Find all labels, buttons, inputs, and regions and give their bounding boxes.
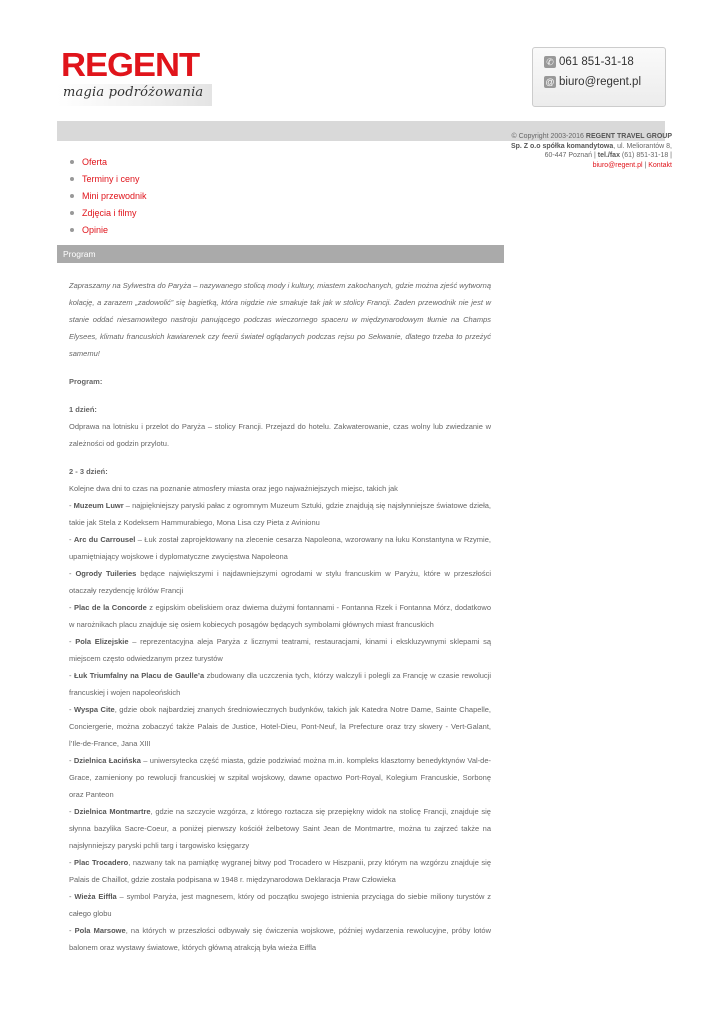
program-label: Program: [69,377,103,386]
contact-phone [544,56,634,68]
bullet-icon [70,160,74,164]
menu-item-label[interactable]: Zdjęcia i filmy [82,207,137,218]
menu-item-label[interactable]: Opinie [82,224,109,235]
footer-contact-link[interactable]: Kontakt [648,161,672,169]
company-name: REGENT TRAVEL GROUP [585,133,672,140]
attraction-name: Plac Trocadero [74,858,129,867]
attraction-description: – symbol Paryża, jest magnesem, który od początku swojego istnienia przyciąga do siebie miliony turystów z całego globu [69,892,492,918]
attraction-item: - Pola Marsowe, na których w przeszłości odbywały się ćwiczenia wojskowe, później wydarzenia rewolucyjne, próby lotów balonem oraz wystawy światowe, których główną atrakcją była wieża Eiffla [69,926,491,952]
attraction-item: - Wieża Eiffla – symbol Paryża, jest magnesem, który od początku swojego istnienia przyciąga do siebie miliony turystów z całego globu [69,892,492,918]
attraction-name: Łuk Triumfalny na Placu de Gaulle’a [73,671,205,680]
attraction-name: Ogrody Tuileries [75,569,137,578]
program-content [69,277,491,956]
attraction-name: Dzielnica Montmartre [74,807,151,816]
telfax-number: (61) 851-31-18 | [619,152,672,159]
menu-item-przewodnik[interactable] [70,187,147,204]
contact-email[interactable] [544,76,641,88]
company-city: 60-447 Poznań | [544,152,598,159]
day23-title: 2 - 3 dzień: [69,467,108,476]
side-menu [70,153,147,238]
day1-text: Odprawa na lotnisku i przelot do Paryża – stolicy Francji. Przejazd do hotelu. Zakwaterowanie, czas wolny lub zwiedzanie w zależności od godzin przylotu. [69,422,491,448]
menu-item-opinie[interactable] [70,221,147,238]
menu-item-terminy[interactable] [70,170,147,187]
attraction-item: - Arc du Carrousel – Łuk został zaprojektowany na zlecenie cesarza Napoleona, wzorowany na łuku Konstantyna w Rzymie, upamiętniający wojskowe i dyplomatyczne zwycięstwa Napoleona [69,535,491,561]
attraction-item: - Dzielnica Montmartre, gdzie na szczycie wzgórza, z którego roztacza się przepiękny widok na stolicę Francji, znajduje się słynna bazylika Sacre-Coeur, a poniżej pierwszy kościół żelbetowy Saint Jean de Montmartre, można tu zajrzeć także na najsłynniejszy paryski pchli targ i targowisko księgarzy [69,807,491,850]
attraction-item: - Wyspa Cite, gdzie obok najbardziej znanych średniowiecznych budynków, takich jak Katedra Notre Dame, Sainte Chapelle, Conciergerie, można zobaczyć także Palais de Justice, Hotel-Dieu, Pont-Neuf, la Prefecture oraz trzy skwery - Vert-Galant, l’Ile-de-France, Jana XIII [69,705,491,748]
attraction-item: - Łuk Triumfalny na Placu de Gaulle’a zbudowany dla uczczenia tych, którzy walczyli i polegli za Francję w czasie rewolucji francuskiej i wojen napoleońskich [69,671,491,697]
attraction-name: Wyspa Cite [74,705,115,714]
attraction-description: – reprezentacyjna aleja Paryża z licznymi teatrami, restauracjami, kinami i ekskluzywnymi sklepami są miejscem często odwiedzanym przez turystów [69,637,491,663]
attraction-description: , na których w przeszłości odbywały się ćwiczenia wojskowe, później wydarzenia rewolucyjne, próby lotów balonem oraz wystawy światowe, których główną atrakcją była wieża Eiffla [69,926,491,952]
attraction-description: – uniwersytecka część miasta, gdzie podziwiać można m.in. kompleks klasztorny benedyktynów Val-de-Grace, zamieniony po rewolucji francuskiej w szpital wojskowy, dawne opactwo Port-Royal, Kolegium Francuskie, Sorbonę oraz Panteon [69,756,491,799]
contact-email-text[interactable]: biuro@regent.pl [559,76,641,88]
attraction-name: Wieża Eiffla [74,892,117,901]
bullet-icon [70,177,74,181]
contact-box [532,47,666,107]
spacer [69,390,491,401]
phone-icon: ✆ [544,56,556,68]
attraction-item: - Ogrody Tuileries będące największymi i najdawniejszymi ogrodami w stylu francuskim w Paryżu, które w przeszłości otaczały rezydencję królów Francji [69,569,491,595]
day1-title: 1 dzień: [69,405,97,414]
telfax-label: tel./fax [597,152,620,159]
attraction-name: Arc du Carrousel [73,535,136,544]
logo-tagline: magia podróżowania [63,85,204,100]
attraction-item: - Pola Elizejskie – reprezentacyjna aleja Paryża z licznymi teatrami, restauracjami, kinami i ekskluzywnymi sklepami są miejscem często odwiedzanym przez turystów [69,637,491,663]
attraction-name: Pola Marsowe [74,926,126,935]
attraction-description: zbudowany dla uczczenia tych, którzy walczyli i polegli za Francję w czasie rewolucji francuskiej i wojen napoleońskich [69,671,491,697]
attraction-description: , gdzie na szczycie wzgórza, z którego roztacza się przepiękny widok na stolicę Francji, znajduje się słynna bazylika Sacre-Coeur, a poniżej pierwszy kościół żelbetowy Saint Jean de Montmartre, można tu zajrzeć także na najsłynniejszy paryski pchli targ i targowisko księgarzy [69,807,491,850]
company-form: Sp. Z o.o spółka komandytowa [510,142,614,150]
bullet-icon [70,228,74,232]
menu-item-zdjecia[interactable] [70,204,147,221]
intro-paragraph: Zapraszamy na Sylwestra do Paryża – nazywanego stolicą mody i kultury, miastem zakochanych, gdzie można zjeść wytworną kolację, a zarazem „zadowolić” się bagietką, która nigdzie nie smakuje tak jak w stolicy Francji. Żaden przewodnik nie jest w stanie oddać niesamowitego nastroju panującego podczas wieczornego spaceru w międzynarodowym tłumie na Champs Elysees, klimatu francuskich kawiarenek czy feerii świateł oglądanych podczas rejsu po Sekwanie, dlatego trzeba to przeżyć samemu! [69,281,491,358]
attractions-list [69,497,491,956]
menu-item-oferta[interactable] [70,153,147,170]
attraction-item: - Muzeum Luwr – najpiękniejszy paryski pałac z ogromnym Muzeum Sztuki, gdzie znajdują się najsłynniejsze światowe dzieła, takie jak Stela z Kodeksem Hammurabiego, Mona Lisa czy Pieta z Avinionu [69,501,492,527]
contact-phone-text: 061 851-31-18 [559,56,634,68]
logo-tagline-bar [57,84,212,106]
logo-brand: REGENT [61,46,200,83]
company-address: , ul. Meliorantów 8, [613,142,672,150]
section-title-bar: Program [57,245,504,263]
attraction-item: - Plac Trocadero, nazwany tak na pamiątkę wygranej bitwy pod Trocadero w Hiszpanii, przy którym na wzgórzu znajduje się Palais de Chaillot, gdzie została podpisana w 1948 r. międzynarodowa Deklaracja Praw Człowieka [69,858,491,884]
menu-item-label[interactable]: Terminy i ceny [82,173,140,184]
attraction-description: z egipskim obeliskiem oraz dwiema dużymi fontannami - Fontanna Rzek i Fontanna Mórz, dodatkowo w narożnikach placu znajduje się osiem kobiecych posągów będących symbolami głównych miast francuskich [69,603,491,629]
attraction-description: , nazwany tak na pamiątkę wygranej bitwy pod Trocadero w Hiszpanii, przy którym na wzgórzu znajduje się Palais de Chaillot, gdzie została podpisana w 1948 r. międzynarodowa Deklaracja Praw Człowieka [69,858,491,884]
day23-lead: Kolejne dwa dni to czas na poznanie atmosfery miasta oraz jego najważniejszych miejsc, takich jak [69,484,398,493]
footer-separator: | [642,161,649,169]
attraction-name: Plac de la Concorde [73,603,147,612]
bullet-icon [70,211,74,215]
attraction-name: Muzeum Luwr [73,501,124,510]
attraction-item: - Plac de la Concorde z egipskim obeliskiem oraz dwiema dużymi fontannami - Fontanna Rzek i Fontanna Mórz, dodatkowo w narożnikach placu znajduje się osiem kobiecych posągów będących symbolami głównych miast francuskich [69,603,491,629]
menu-item-label[interactable]: Mini przewodnik [82,190,147,201]
attraction-description: będące największymi i najdawniejszymi ogrodami w stylu francuskim w Paryżu, które w przeszłości otaczały rezydencję królów Francji [69,569,491,595]
spacer [69,362,491,373]
attraction-description: – najpiękniejszy paryski pałac z ogromnym Muzeum Sztuki, gdzie znajdują się najsłynniejsze światowe dzieła, takie jak Stela z Kodeksem Hammurabiego, Mona Lisa czy Pieta z Avinionu [69,501,492,527]
attraction-description: , gdzie obok najbardziej znanych średniowiecznych budynków, takich jak Katedra Notre Dame, Sainte Chapelle, Conciergerie, można zobaczyć także Palais de Justice, Hotel-Dieu, Pont-Neuf, la Prefecture oraz trzy skwery - Vert-Galant, l’Ile-de-France, Jana XIII [69,705,491,748]
footer-email-link[interactable]: biuro@regent.pl [592,161,643,169]
at-icon: @ [545,77,555,87]
copyright-block [504,132,672,170]
menu-item-label[interactable]: Oferta [82,156,108,167]
copyright-text: © Copyright 2003-2016 [511,133,586,140]
bullet-icon [70,194,74,198]
attraction-item: - Dzielnica Łacińska – uniwersytecka część miasta, gdzie podziwiać można m.in. kompleks klasztorny benedyktynów Val-de-Grace, zamieniony po rewolucji francuskiej w szpital wojskowy, dawne opactwo Port-Royal, Kolegium Francuskie, Sorbonę oraz Panteon [69,756,491,799]
regent-logo[interactable] [57,48,212,106]
attraction-name: Dzielnica Łacińska [73,756,141,765]
spacer [69,452,491,463]
attraction-name: Pola Elizejskie [75,637,129,646]
attraction-description: – Łuk został zaprojektowany na zlecenie cesarza Napoleona, wzorowany na łuku Konstantyna w Rzymie, upamiętniający wojskowe i dyplomatyczne zwycięstwa Napoleona [69,535,491,561]
